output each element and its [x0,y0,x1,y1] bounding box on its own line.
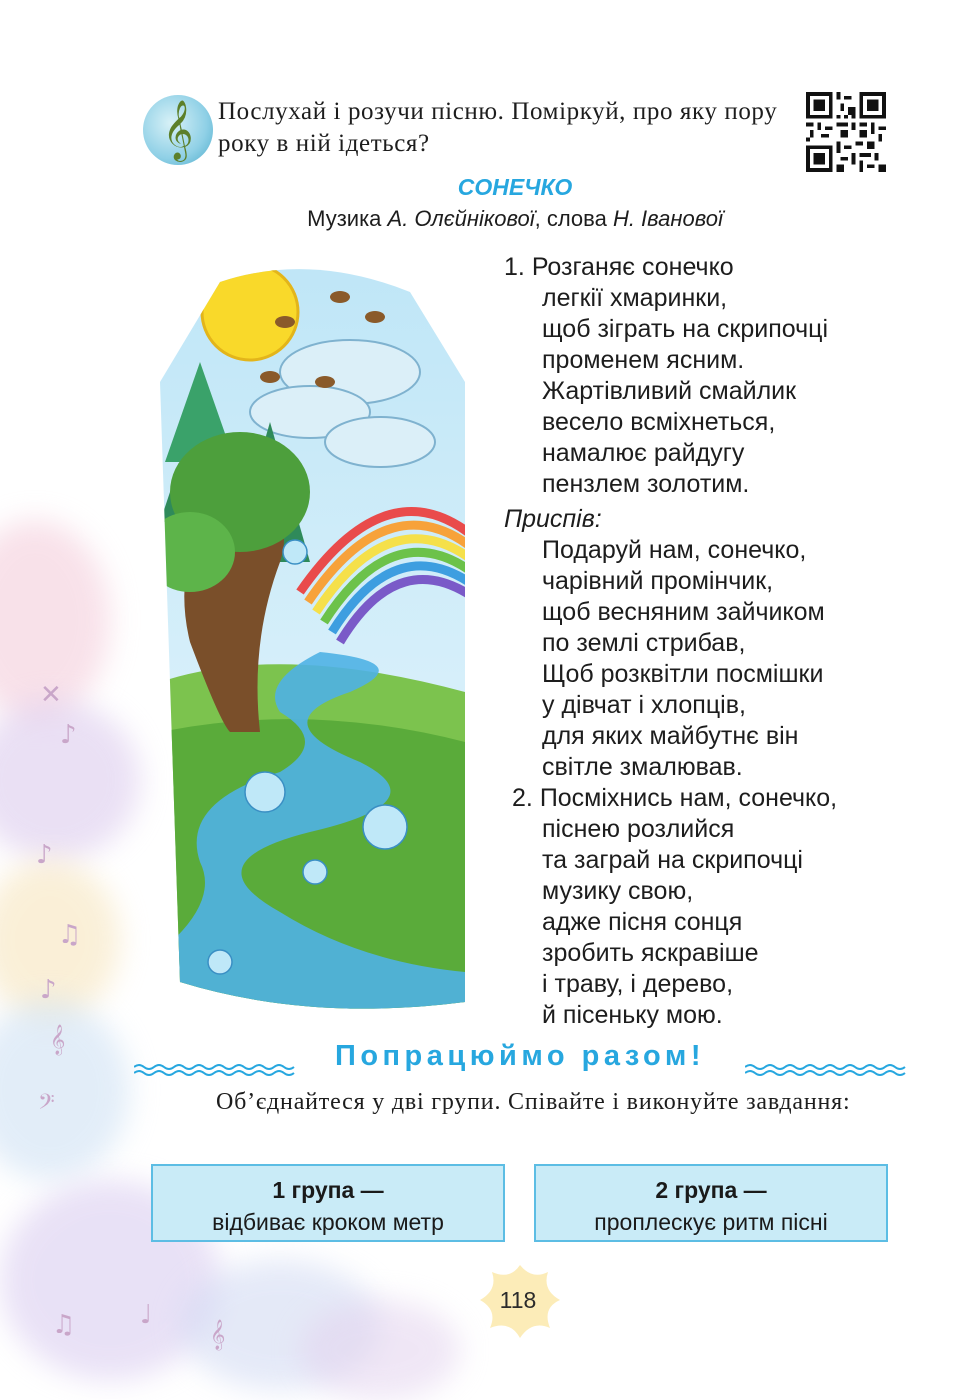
clef-icon: 𝄞 [50,1025,66,1055]
lyric-line: намалює райдугу [542,439,745,467]
lyric-line: зробить яскравіше [542,939,759,967]
note-icon: ♪ [60,720,77,750]
verse-1-first-line [504,252,837,283]
credits-prefix: Музика [307,206,388,231]
clef-icon: 𝄢 [38,1090,55,1120]
note-icon: ♫ [52,1310,76,1340]
group-2-box [534,1164,888,1242]
lyric-line: весело всміхнеться, [542,408,776,436]
lyric-line: музику свою, [542,877,694,905]
note-icon: ♪ [40,975,57,1005]
group-title: 2 група — [655,1177,767,1203]
lyric-line: легкії хмаринки, [542,284,728,312]
task-text: Об’єднайтеся у дві групи. Співайте і виконуйте завдання: [216,1089,851,1115]
wave-decoration-right [745,1062,910,1078]
lyric-line: Щоб розквітли посмішки [542,660,824,688]
note-icon: ♫ [58,920,82,950]
lyric-line: для яких майбутнє він [542,722,799,750]
note-icon: ♩ [140,1300,153,1330]
song-lyrics [504,252,837,1031]
intro-text: Послухай і розучи пісню. Поміркуй, про яку пору року в ній ідеться? [218,98,778,157]
lyric-line: Подаруй нам, сонечко, [542,536,807,564]
lyric-line: пензлем золотим. [542,470,750,498]
verse-number: 2. [512,784,533,812]
song-illustration [160,262,465,1012]
lyric-line: Посміхнись нам, сонечко, [539,784,838,812]
lyric-line: Розганяє сонечко [531,253,734,281]
verse-number: 1. [504,253,525,281]
lyric-line: чарівний промінчик, [542,567,774,595]
group-1-box [151,1164,505,1242]
lyric-line: світле змалював. [542,753,743,781]
page-number: 118 [499,1287,537,1313]
lyric-line: і траву, і дерево, [542,970,734,998]
lyric-line: променем ясним. [542,346,745,374]
lyric-line: по землі стрибав, [542,629,746,657]
section-header [130,1040,910,1080]
lyricist: Н. Іванової [612,206,723,231]
note-icon: ✕ [40,680,62,710]
group-task: відбиває кроком метр [212,1209,444,1235]
lyric-line: та заграй на скрипочці [542,846,803,874]
lyric-line: у дівчат і хлопців, [542,691,746,719]
group-task: проплескує ритм пісні [594,1209,828,1235]
lyric-line: й пісеньку мою. [542,1001,723,1029]
treble-clef-icon: 𝄞 [143,95,213,165]
credits-mid: , слова [534,206,613,231]
lyric-line: щоб весняним зайчиком [542,598,825,626]
section-title: Попрацюймо разом! [334,1040,705,1072]
lyric-line: Жартівливий смайлик [542,377,797,405]
lyric-line: піснею розлийся [542,815,735,843]
composer: А. Олєйнікової [387,206,535,231]
qr-code-icon[interactable] [806,92,886,172]
lyric-line: адже пісня сонця [542,908,743,936]
lyric-line: щоб зіграть на скрипочці [542,315,829,343]
song-title: СОНЕЧКО [457,174,573,200]
verse-2-first-line [504,783,837,814]
song-credits [0,206,963,232]
chorus-label: Приспів: [504,505,602,533]
group-title: 1 група — [272,1177,384,1203]
clef-icon: 𝄞 [210,1320,226,1350]
note-icon: ♪ [36,840,53,870]
